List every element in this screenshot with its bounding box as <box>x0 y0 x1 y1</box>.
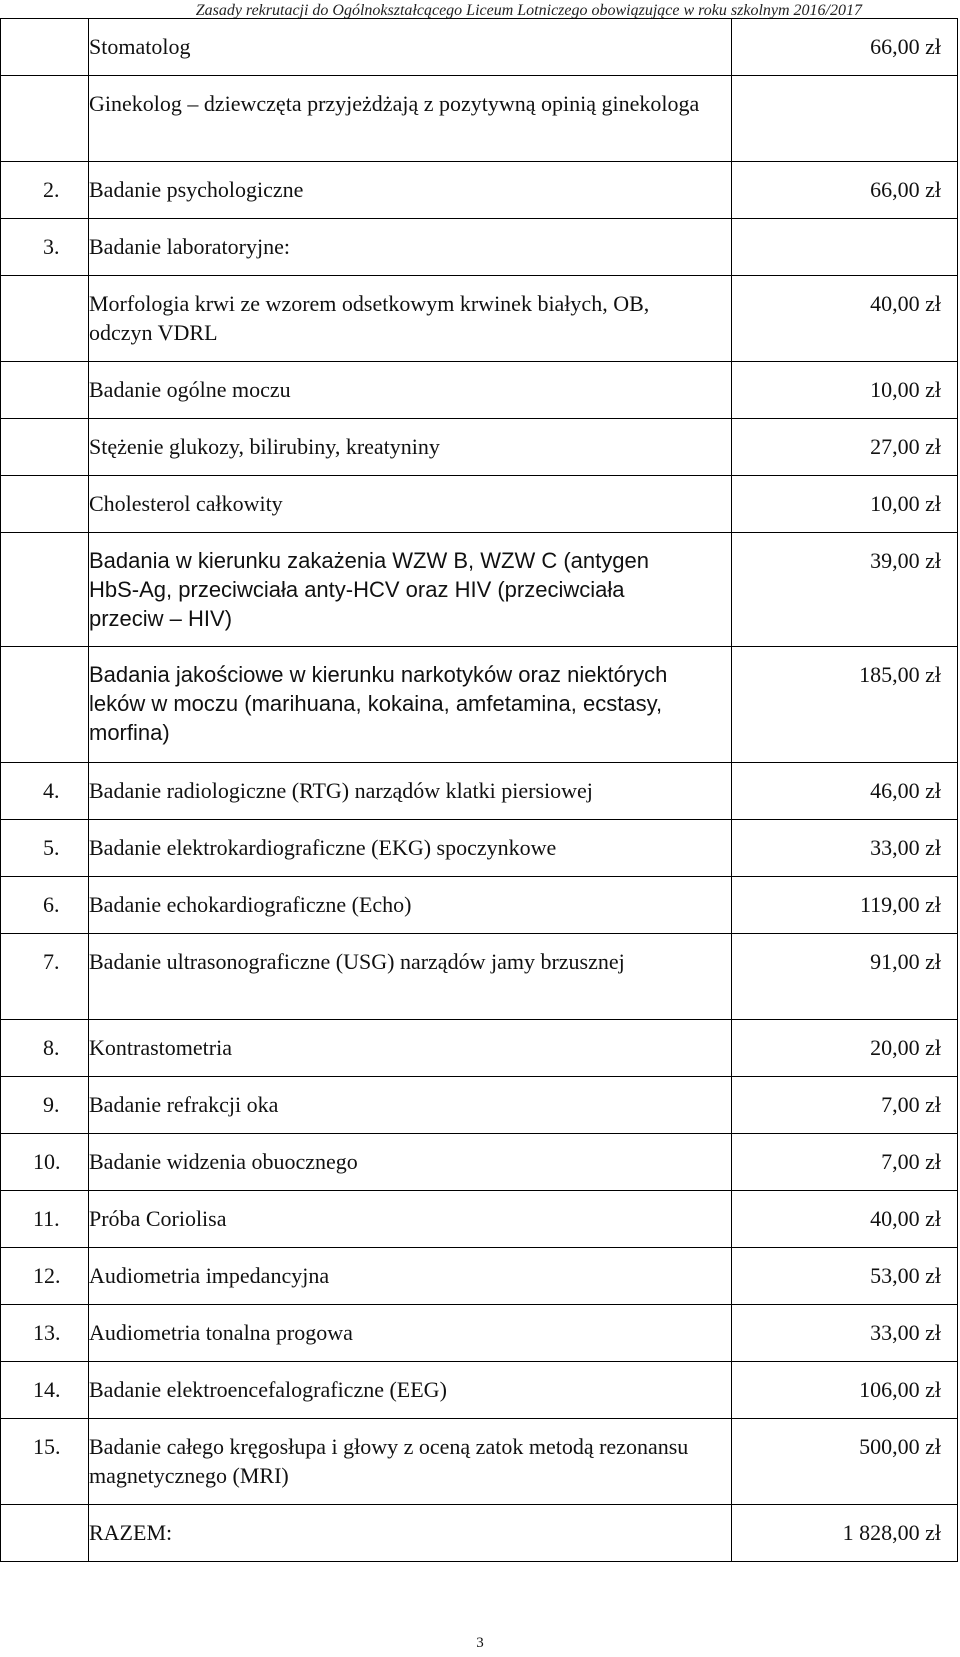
row-number <box>1 476 89 533</box>
row-description: Badanie laboratoryjne: <box>89 219 732 276</box>
row-number: 13. <box>1 1305 89 1362</box>
row-number: 7. <box>1 934 89 1020</box>
row-price: 66,00 zł <box>732 162 958 219</box>
row-price: 20,00 zł <box>732 1020 958 1077</box>
table-row <box>1 1305 958 1362</box>
row-price: 39,00 zł <box>732 533 958 647</box>
table-row <box>1 820 958 877</box>
table-row <box>1 476 958 533</box>
row-number: 14. <box>1 1362 89 1419</box>
table-row <box>1 1419 958 1505</box>
row-description: Badanie całego kręgosłupa i głowy z oceną zatok metodą rezonansu magnetycznego (MRI) <box>89 1419 732 1505</box>
row-price: 10,00 zł <box>732 362 958 419</box>
row-price: 91,00 zł <box>732 934 958 1020</box>
table-row <box>1 533 958 647</box>
row-price: 185,00 zł <box>732 647 958 763</box>
row-number: 2. <box>1 162 89 219</box>
row-description: Stężenie glukozy, bilirubiny, kreatyniny <box>89 419 732 476</box>
row-price: 119,00 zł <box>732 877 958 934</box>
table-row <box>1 1020 958 1077</box>
row-price: 106,00 zł <box>732 1362 958 1419</box>
row-number <box>1 76 89 162</box>
row-number: 10. <box>1 1134 89 1191</box>
row-description: Morfologia krwi ze wzorem odsetkowym krwinek białych, OB, odczyn VDRL <box>89 276 732 362</box>
row-price: 7,00 zł <box>732 1077 958 1134</box>
page-number: 3 <box>476 1635 484 1651</box>
row-number <box>1 362 89 419</box>
row-number: 6. <box>1 877 89 934</box>
table-row <box>1 1248 958 1305</box>
row-description: Audiometria impedancyjna <box>89 1248 732 1305</box>
page-header: Zasady rekrutacji do Ogólnokształcącego Liceum Lotniczego obowiązujące w roku szkolnym 2016/2017 <box>195 2 862 19</box>
row-number: 12. <box>1 1248 89 1305</box>
table-row <box>1 763 958 820</box>
cost-table-body <box>1 19 958 1562</box>
row-price: 10,00 zł <box>732 476 958 533</box>
table-row <box>1 877 958 934</box>
row-description: Cholesterol całkowity <box>89 476 732 533</box>
row-description: Audiometria tonalna progowa <box>89 1305 732 1362</box>
table-row <box>1 219 958 276</box>
row-price <box>732 76 958 162</box>
row-price: 66,00 zł <box>732 19 958 76</box>
row-number <box>1 533 89 647</box>
row-description: Kontrastometria <box>89 1020 732 1077</box>
table-row <box>1 362 958 419</box>
table-row <box>1 934 958 1020</box>
row-price: 33,00 zł <box>732 1305 958 1362</box>
row-number <box>1 19 89 76</box>
row-number <box>1 419 89 476</box>
row-number <box>1 276 89 362</box>
table-row <box>1 647 958 763</box>
row-number <box>1 647 89 763</box>
row-number <box>1 1505 89 1562</box>
row-description: Badanie ultrasonograficzne (USG) narządów jamy brzusznej <box>89 934 732 1020</box>
row-price <box>732 219 958 276</box>
row-price: 46,00 zł <box>732 763 958 820</box>
table-row <box>1 1362 958 1419</box>
row-description: Badania w kierunku zakażenia WZW B, WZW C (antygen HbS-Ag, przeciwciała anty-HCV oraz HIV (przeciwciała przeciw – HIV) <box>89 533 732 647</box>
row-number: 8. <box>1 1020 89 1077</box>
row-description: Badania jakościowe w kierunku narkotyków oraz niektórych leków w moczu (marihuana, kokaina, amfetamina, ecstasy, morfina) <box>89 647 732 763</box>
row-description: Próba Coriolisa <box>89 1191 732 1248</box>
row-description: Badanie echokardiograficzne (Echo) <box>89 877 732 934</box>
row-price: 500,00 zł <box>732 1419 958 1505</box>
row-number: 4. <box>1 763 89 820</box>
row-price: 33,00 zł <box>732 820 958 877</box>
table-row <box>1 19 958 76</box>
row-price: 1 828,00 zł <box>732 1505 958 1562</box>
cost-table <box>0 18 958 1562</box>
row-number: 5. <box>1 820 89 877</box>
row-description: Ginekolog – dziewczęta przyjeżdżają z pozytywną opinią ginekologa <box>89 76 732 162</box>
table-row <box>1 1077 958 1134</box>
row-description: Badanie elektrokardiograficzne (EKG) spoczynkowe <box>89 820 732 877</box>
row-description: Badanie radiologiczne (RTG) narządów klatki piersiowej <box>89 763 732 820</box>
row-description: Badanie widzenia obuocznego <box>89 1134 732 1191</box>
table-row <box>1 1505 958 1562</box>
row-description: Badanie elektroencefalograficzne (EEG) <box>89 1362 732 1419</box>
table-row <box>1 419 958 476</box>
row-description: RAZEM: <box>89 1505 732 1562</box>
table-row <box>1 276 958 362</box>
row-description: Badanie ogólne moczu <box>89 362 732 419</box>
row-price: 53,00 zł <box>732 1248 958 1305</box>
row-price: 7,00 zł <box>732 1134 958 1191</box>
row-number: 3. <box>1 219 89 276</box>
row-price: 27,00 zł <box>732 419 958 476</box>
row-number: 11. <box>1 1191 89 1248</box>
table-row <box>1 1191 958 1248</box>
row-price: 40,00 zł <box>732 276 958 362</box>
table-row <box>1 1134 958 1191</box>
row-description: Badanie psychologiczne <box>89 162 732 219</box>
row-price: 40,00 zł <box>732 1191 958 1248</box>
row-number: 9. <box>1 1077 89 1134</box>
row-description: Stomatolog <box>89 19 732 76</box>
row-number: 15. <box>1 1419 89 1505</box>
table-row <box>1 162 958 219</box>
row-description: Badanie refrakcji oka <box>89 1077 732 1134</box>
table-row <box>1 76 958 162</box>
